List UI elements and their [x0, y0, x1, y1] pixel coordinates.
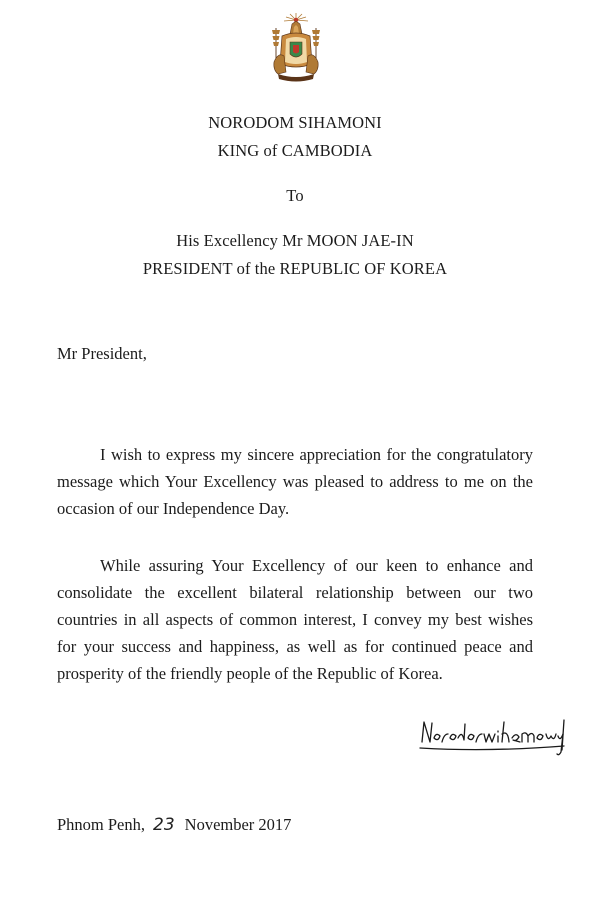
- to-line: To: [286, 186, 304, 205]
- closing-line: [57, 815, 291, 835]
- body-paragraph-1: I wish to express my sincere appreciation for the congratulatory message which Your Excellency was pleased to address to me on the occasion of our Independence Day.: [57, 444, 533, 518]
- royal-arms-of-cambodia-icon: [268, 12, 324, 84]
- sender-title: KING of CAMBODIA: [217, 141, 373, 160]
- handwritten-signature-icon: [418, 712, 568, 760]
- closing-day: 23: [153, 815, 175, 835]
- sender-name: NORODOM SIHAMONI: [208, 113, 382, 132]
- closing-place: Phnom Penh,: [57, 815, 146, 834]
- recipient-name: His Excellency Mr MOON JAE-IN: [176, 231, 414, 250]
- recipient-title: PRESIDENT of the REPUBLIC OF KOREA: [142, 259, 448, 278]
- body-paragraph-2: While assuring Your Excellency of our keen to enhance and consolidate the excellent bilateral relationship between our two countries in all aspects of common interest, I convey my best wishes for your success and happiness, as well as for continued peace and prosperity of the friendly people of the Republic of Korea.: [57, 555, 533, 683]
- closing-month-year: November 2017: [184, 815, 292, 834]
- salutation: Mr President,: [57, 344, 147, 363]
